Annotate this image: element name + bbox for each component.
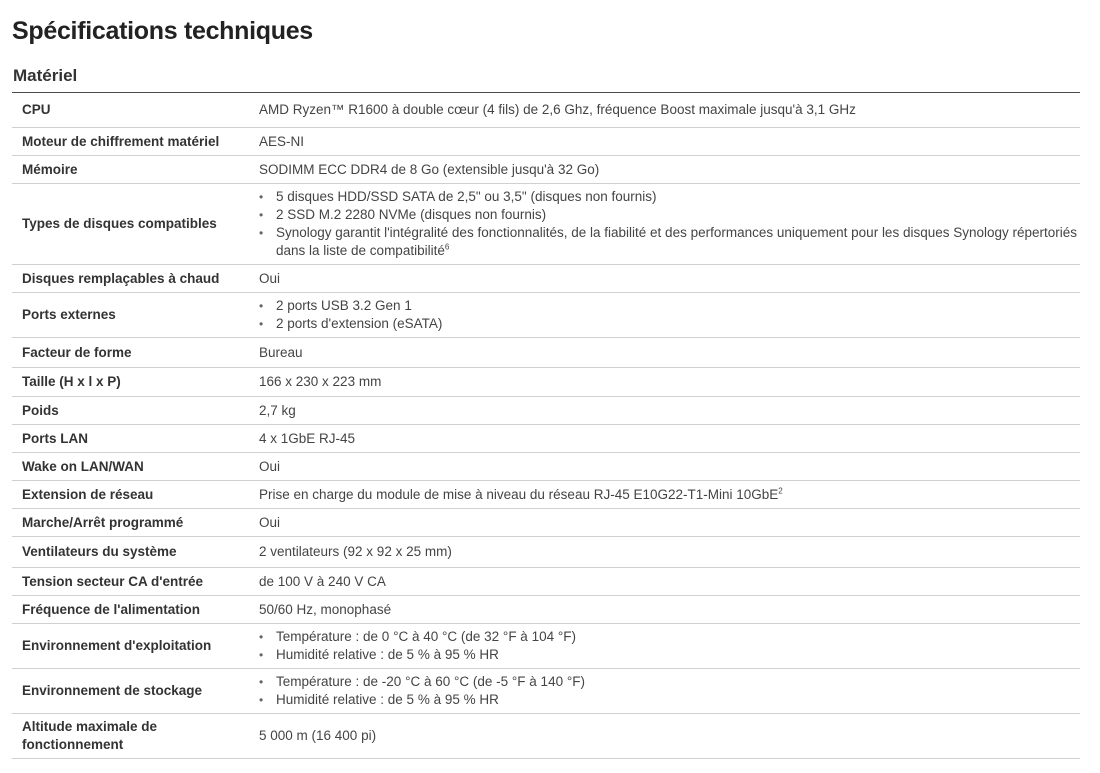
- spec-value: [259, 293, 1080, 338]
- spec-bullet-item: • Température : de 0 °C à 40 °C (de 32 °F à 104 °F): [259, 628, 1080, 646]
- spec-label: Types de disques compatibles: [12, 184, 259, 265]
- spec-row-encryption: [12, 128, 1080, 156]
- spec-label: Mémoire: [12, 156, 259, 184]
- spec-value: SODIMM ECC DDR4 de 8 Go (extensible jusqu'à 32 Go): [259, 156, 1080, 184]
- spec-label: Fréquence de l'alimentation: [12, 596, 259, 624]
- spec-label: Wake on LAN/WAN: [12, 453, 259, 481]
- spec-row-network-expansion: [12, 481, 1080, 509]
- spec-value: Oui: [259, 265, 1080, 293]
- spec-row-form-factor: [12, 338, 1080, 368]
- spec-value-text: Prise en charge du module de mise à niveau du réseau RJ-45 E10G22-T1-Mini 10GbE: [259, 486, 779, 502]
- spec-value: AMD Ryzen™ R1600 à double cœur (4 fils) de 2,6 Ghz, fréquence Boost maximale jusqu'à 3,1 GHz: [259, 93, 1080, 128]
- spec-value: 50/60 Hz, monophasé: [259, 596, 1080, 624]
- spec-bullet-item: • Température : de -20 °C à 60 °C (de -5 °F à 140 °F): [259, 673, 1080, 691]
- spec-bullet-item: [259, 224, 1080, 260]
- spec-value: de 100 V à 240 V CA: [259, 568, 1080, 596]
- spec-row-drive-types: [12, 184, 1080, 265]
- spec-bullet-item: • 2 SSD M.2 2280 NVMe (disques non fournis): [259, 206, 1080, 224]
- spec-row-max-altitude: [12, 714, 1080, 759]
- spec-value: Oui: [259, 509, 1080, 537]
- spec-row-memory: [12, 156, 1080, 184]
- spec-label: Taille (H x l x P): [12, 368, 259, 397]
- spec-label: Ventilateurs du système: [12, 537, 259, 568]
- spec-label: Environnement d'exploitation: [12, 624, 259, 669]
- spec-label: Marche/Arrêt programmé: [12, 509, 259, 537]
- spec-row-wake-on-lan: [12, 453, 1080, 481]
- spec-row-weight: [12, 397, 1080, 425]
- spec-value: [259, 184, 1080, 265]
- spec-label: Ports externes: [12, 293, 259, 338]
- spec-label: Environnement de stockage: [12, 669, 259, 714]
- spec-row-scheduled-power: [12, 509, 1080, 537]
- spec-value: 166 x 230 x 223 mm: [259, 368, 1080, 397]
- spec-row-system-fans: [12, 537, 1080, 568]
- spec-row-cpu: [12, 93, 1080, 128]
- spec-value: AES-NI: [259, 128, 1080, 156]
- spec-value: [259, 669, 1080, 714]
- spec-bullet-item: • 5 disques HDD/SSD SATA de 2,5" ou 3,5" (disques non fournis): [259, 188, 1080, 206]
- spec-value: 2 ventilateurs (92 x 92 x 25 mm): [259, 537, 1080, 568]
- spec-bullet-item: • 2 ports d'extension (eSATA): [259, 315, 1080, 333]
- spec-label: CPU: [12, 93, 259, 128]
- section-title: Matériel: [13, 66, 78, 85]
- spec-row-storage-environment: [12, 669, 1080, 714]
- spec-row-external-ports: [12, 293, 1080, 338]
- spec-label: Moteur de chiffrement matériel: [12, 128, 259, 156]
- spec-label: Tension secteur CA d'entrée: [12, 568, 259, 596]
- spec-bullet-item: • Humidité relative : de 5 % à 95 % HR: [259, 691, 1080, 709]
- spec-bullet-list: [259, 673, 1080, 709]
- spec-label: Extension de réseau: [12, 481, 259, 509]
- spec-bullet-text: Synology garantit l'intégralité des fonctionnalités, de la fiabilité et des performances uniquement pour les disques Synology répertoriés dans la liste de compatibilité: [276, 225, 1078, 258]
- spec-row-ac-voltage: [12, 568, 1080, 596]
- spec-value: 4 x 1GbE RJ-45: [259, 425, 1080, 453]
- spec-row-operating-environment: [12, 624, 1080, 669]
- footnote-marker: 6: [444, 242, 450, 252]
- spec-bullet-list: [259, 628, 1080, 664]
- spec-row-lan-ports: [12, 425, 1080, 453]
- footnote-marker: 2: [778, 486, 783, 495]
- spec-label: Facteur de forme: [12, 338, 259, 368]
- spec-table: [12, 92, 1080, 759]
- spec-label: Poids: [12, 397, 259, 425]
- spec-bullet-item: • 2 ports USB 3.2 Gen 1: [259, 297, 1080, 315]
- spec-row-hot-swap: [12, 265, 1080, 293]
- spec-value: 2,7 kg: [259, 397, 1080, 425]
- spec-value: Bureau: [259, 338, 1080, 368]
- spec-value: [259, 624, 1080, 669]
- spec-label: Altitude maximale de fonctionnement: [12, 714, 259, 759]
- spec-row-power-frequency: [12, 596, 1080, 624]
- spec-bullet-list: [259, 188, 1080, 260]
- page-title: Spécifications techniques: [12, 17, 313, 45]
- spec-bullet-item: • Humidité relative : de 5 % à 95 % HR: [259, 646, 1080, 664]
- spec-bullet-list: [259, 297, 1080, 333]
- spec-value: 5 000 m (16 400 pi): [259, 714, 1080, 759]
- spec-label: Ports LAN: [12, 425, 259, 453]
- spec-value: Oui: [259, 453, 1080, 481]
- spec-label: Disques remplaçables à chaud: [12, 265, 259, 293]
- spec-value: [259, 481, 1080, 509]
- spec-row-size: [12, 368, 1080, 397]
